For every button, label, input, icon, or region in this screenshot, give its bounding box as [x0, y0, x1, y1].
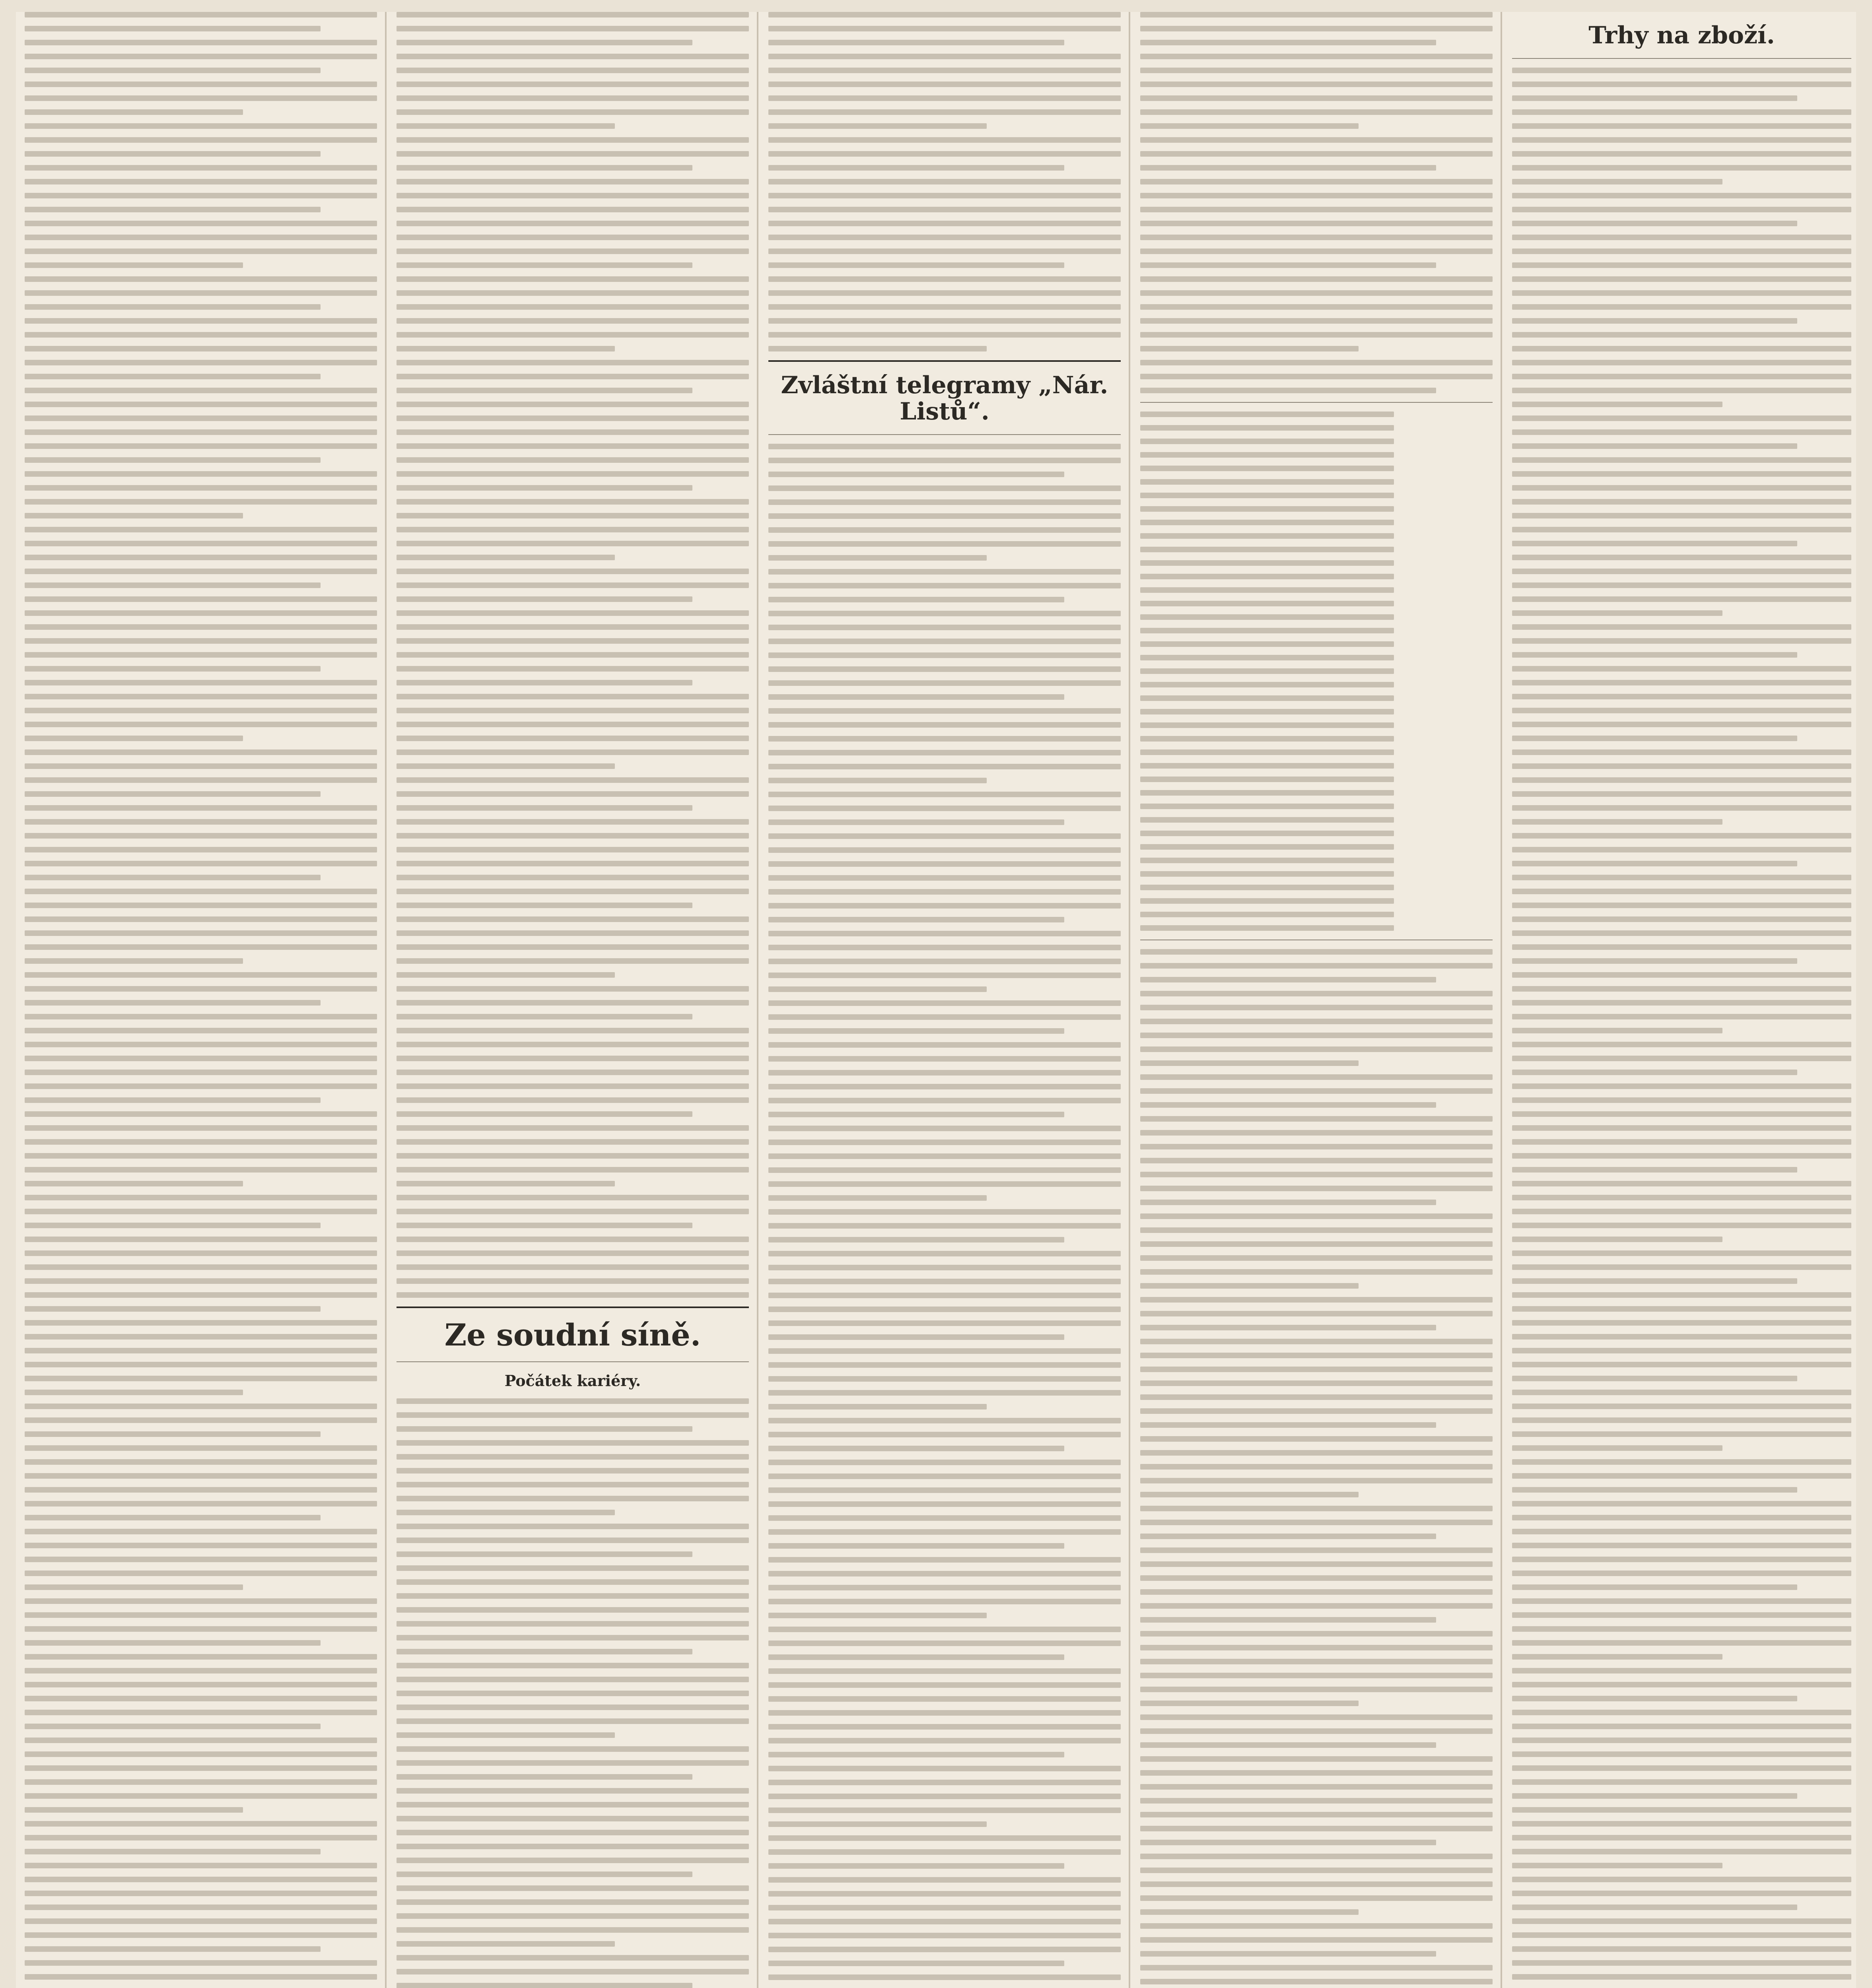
- col3-rule-sub: [768, 434, 1121, 435]
- column-2: [392, 12, 754, 1988]
- col4-body-top: [1140, 12, 1493, 393]
- column-5: [1507, 12, 1856, 1988]
- column-rule-4: [1501, 12, 1502, 1988]
- col4-table-rule: [1140, 402, 1493, 403]
- col4-table: [1140, 412, 1493, 931]
- col3-special-telegrams-heading: Zvláštní telegramy „Nár. Listů“.: [781, 371, 1108, 425]
- col2-court-subheading: Počátek kariéry.: [504, 1371, 641, 1390]
- col5-goods-heading: Trhy na zboží.: [1588, 21, 1775, 49]
- col2-rule-top: [397, 1307, 749, 1308]
- column-rule-1: [385, 12, 387, 1988]
- col2-court-heading: Ze soudní síně.: [444, 1317, 701, 1353]
- col5-body: [1512, 68, 1851, 1988]
- col3-rule-top: [768, 360, 1121, 362]
- col2-body-top: [397, 12, 749, 1298]
- column-3: [764, 12, 1126, 1988]
- col3-body-mid: [768, 444, 1121, 1988]
- newspaper-page: [16, 12, 1856, 1988]
- column-rule-3: [1129, 12, 1130, 1988]
- col3-body-top: [768, 12, 1121, 351]
- column-4: [1135, 12, 1497, 1988]
- col2-body-mid: [397, 1398, 749, 1988]
- column-1: [20, 12, 382, 1988]
- col2-rule-sub: [397, 1361, 749, 1362]
- column-rule-2: [757, 12, 758, 1988]
- col1-body-top: [25, 12, 377, 1988]
- col5-rule-sub: [1512, 58, 1851, 59]
- col4-body-mid: [1140, 949, 1493, 1988]
